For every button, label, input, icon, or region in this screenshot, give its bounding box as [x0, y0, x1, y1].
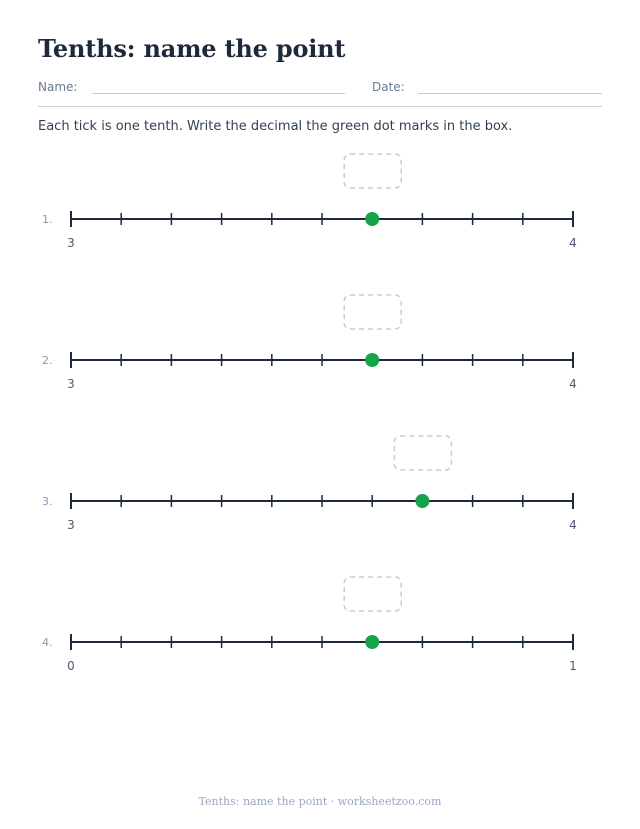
end-label: 4 — [569, 236, 577, 250]
worksheet-title: Tenths: name the point — [38, 34, 346, 63]
start-label: 3 — [67, 236, 75, 250]
instructions: Each tick is one tenth. Write the decimal the green dot marks in the box. — [38, 119, 513, 134]
number-line-problem — [42, 436, 577, 532]
problem-number: 1. — [42, 213, 53, 226]
footer: Tenths: name the point · worksheetzoo.com — [198, 795, 442, 808]
number-line-problem — [42, 295, 577, 391]
name-label: Name: — [38, 80, 78, 94]
start-label: 3 — [67, 377, 75, 391]
start-label: 0 — [67, 659, 75, 673]
end-label: 1 — [569, 659, 577, 673]
green-dot — [365, 212, 379, 226]
green-dot — [365, 635, 379, 649]
answer-box[interactable] — [344, 577, 401, 611]
problem-number: 2. — [42, 354, 53, 367]
number-line-problem — [42, 577, 577, 673]
green-dot — [365, 353, 379, 367]
end-label: 4 — [569, 518, 577, 532]
answer-box[interactable] — [344, 154, 401, 188]
problem-number: 3. — [42, 495, 53, 508]
end-label: 4 — [569, 377, 577, 391]
green-dot — [415, 494, 429, 508]
answer-box[interactable] — [394, 436, 451, 470]
date-label: Date: — [372, 80, 405, 94]
start-label: 3 — [67, 518, 75, 532]
problem-number: 4. — [42, 636, 53, 649]
number-line-problem — [42, 154, 577, 250]
answer-box[interactable] — [344, 295, 401, 329]
